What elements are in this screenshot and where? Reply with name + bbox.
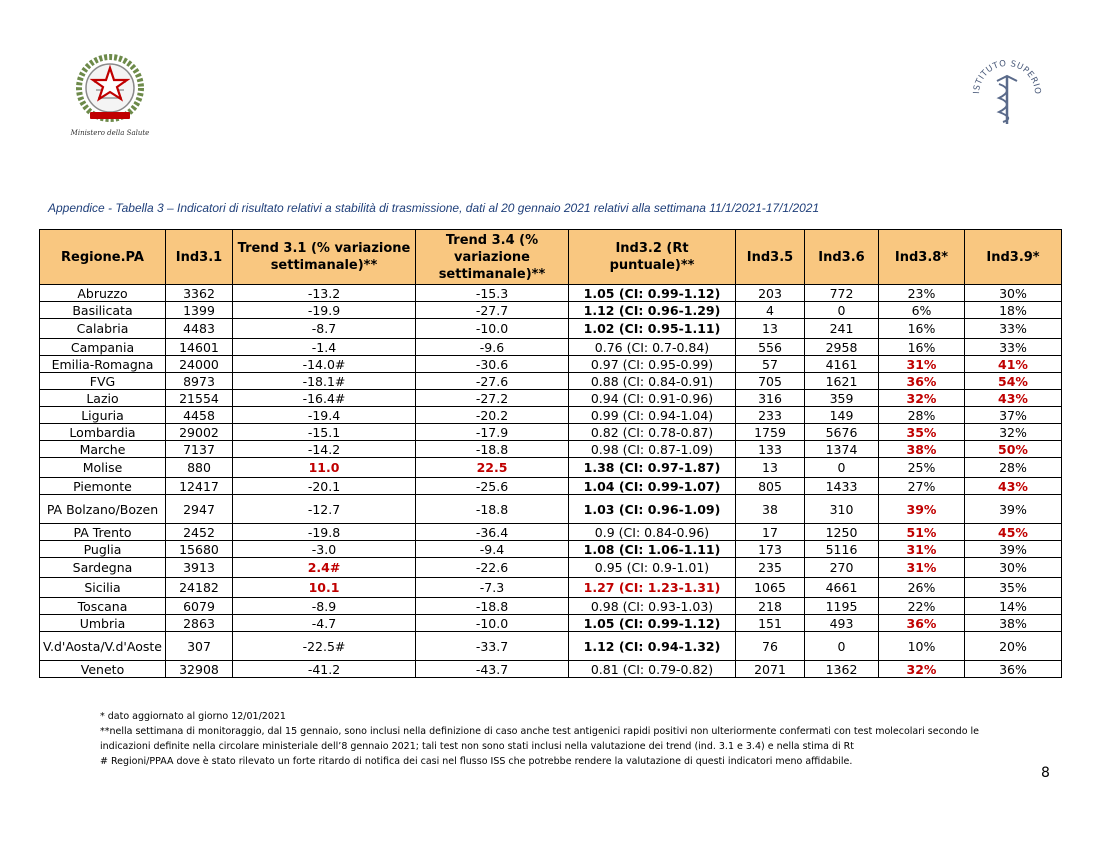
cell-ind3-9: 36% [965, 661, 1062, 678]
cell-ind3-2: 0.98 (CI: 0.93-1.03) [569, 598, 736, 615]
cell-trend3-4: -20.2 [416, 407, 569, 424]
cell-regione: Puglia [40, 541, 166, 558]
cell-ind3-5: 556 [736, 339, 805, 356]
cell-ind3-6: 241 [805, 319, 879, 339]
cell-ind3-6: 1362 [805, 661, 879, 678]
cell-trend3-4: -9.6 [416, 339, 569, 356]
cell-trend3-4: -18.8 [416, 441, 569, 458]
cell-trend3-4: -9.4 [416, 541, 569, 558]
cell-ind3-5: 705 [736, 373, 805, 390]
cell-ind3-8: 31% [879, 356, 965, 373]
cell-regione: Liguria [40, 407, 166, 424]
cell-ind3-8: 38% [879, 441, 965, 458]
cell-ind3-6: 1433 [805, 478, 879, 495]
cell-trend3-4: -27.7 [416, 302, 569, 319]
col-header-ind3-2: Ind3.2 (Rt puntuale)** [569, 230, 736, 285]
cell-ind3-1: 29002 [166, 424, 233, 441]
cell-ind3-2: 1.04 (CI: 0.99-1.07) [569, 478, 736, 495]
col-header-regione: Regione.PA [40, 230, 166, 285]
footnote-hash: # Regioni/PPAA dove è stato rilevato un forte ritardo di notifica dei casi nel flusso ISS che potrebbe rendere la valutazione di questi indicatori meno affidabile. [100, 756, 853, 767]
cell-ind3-9: 45% [965, 524, 1062, 541]
cell-ind3-8: 32% [879, 390, 965, 407]
cell-ind3-5: 38 [736, 495, 805, 524]
cell-trend3-1: -19.9 [233, 302, 416, 319]
cell-ind3-1: 2863 [166, 615, 233, 632]
cell-ind3-5: 151 [736, 615, 805, 632]
cell-ind3-5: 218 [736, 598, 805, 615]
cell-ind3-6: 5116 [805, 541, 879, 558]
cell-trend3-4: -15.3 [416, 285, 569, 302]
cell-trend3-4: -22.6 [416, 558, 569, 578]
cell-regione: Piemonte [40, 478, 166, 495]
cell-trend3-1: -19.8 [233, 524, 416, 541]
cell-regione: Molise [40, 458, 166, 478]
cell-regione: Campania [40, 339, 166, 356]
cell-ind3-8: 31% [879, 558, 965, 578]
cell-trend3-1: -14.2 [233, 441, 416, 458]
cell-trend3-1: -3.0 [233, 541, 416, 558]
cell-ind3-1: 3913 [166, 558, 233, 578]
cell-regione: Sardegna [40, 558, 166, 578]
cell-ind3-6: 493 [805, 615, 879, 632]
table-row [40, 302, 1062, 319]
cell-ind3-1: 32908 [166, 661, 233, 678]
cell-regione: PA Trento [40, 524, 166, 541]
cell-regione: Marche [40, 441, 166, 458]
cell-ind3-8: 22% [879, 598, 965, 615]
cell-ind3-8: 25% [879, 458, 965, 478]
table-row [40, 632, 1062, 661]
cell-ind3-2: 0.88 (CI: 0.84-0.91) [569, 373, 736, 390]
cell-trend3-1: -22.5# [233, 632, 416, 661]
cell-trend3-4: -25.6 [416, 478, 569, 495]
cell-ind3-9: 38% [965, 615, 1062, 632]
cell-ind3-2: 0.9 (CI: 0.84-0.96) [569, 524, 736, 541]
cell-ind3-5: 235 [736, 558, 805, 578]
cell-trend3-1: -16.4# [233, 390, 416, 407]
cell-ind3-6: 1195 [805, 598, 879, 615]
cell-ind3-9: 41% [965, 356, 1062, 373]
cell-ind3-5: 57 [736, 356, 805, 373]
cell-ind3-8: 35% [879, 424, 965, 441]
cell-trend3-1: -20.1 [233, 478, 416, 495]
cell-ind3-2: 0.97 (CI: 0.95-0.99) [569, 356, 736, 373]
cell-ind3-1: 12417 [166, 478, 233, 495]
cell-regione: Sicilia [40, 578, 166, 598]
cell-trend3-4: -30.6 [416, 356, 569, 373]
table-row [40, 390, 1062, 407]
table-row [40, 541, 1062, 558]
cell-ind3-9: 33% [965, 319, 1062, 339]
cell-ind3-1: 14601 [166, 339, 233, 356]
cell-ind3-6: 359 [805, 390, 879, 407]
cell-regione: Umbria [40, 615, 166, 632]
cell-trend3-4: -33.7 [416, 632, 569, 661]
cell-trend3-1: -1.4 [233, 339, 416, 356]
ministero-caption: Ministero della Salute [70, 129, 150, 137]
cell-trend3-1: -15.1 [233, 424, 416, 441]
table-row [40, 441, 1062, 458]
cell-ind3-8: 27% [879, 478, 965, 495]
table-row [40, 424, 1062, 441]
cell-ind3-9: 30% [965, 285, 1062, 302]
cell-trend3-1: 2.4# [233, 558, 416, 578]
cell-ind3-1: 21554 [166, 390, 233, 407]
cell-ind3-2: 1.12 (CI: 0.94-1.32) [569, 632, 736, 661]
col-header-ind3-5: Ind3.5 [736, 230, 805, 285]
cell-ind3-6: 0 [805, 302, 879, 319]
cell-ind3-1: 2947 [166, 495, 233, 524]
cell-ind3-5: 76 [736, 632, 805, 661]
cell-ind3-2: 1.08 (CI: 1.06-1.11) [569, 541, 736, 558]
cell-ind3-5: 13 [736, 458, 805, 478]
table-row [40, 558, 1062, 578]
cell-ind3-9: 37% [965, 407, 1062, 424]
cell-ind3-6: 772 [805, 285, 879, 302]
cell-ind3-2: 0.99 (CI: 0.94-1.04) [569, 407, 736, 424]
table-row [40, 458, 1062, 478]
cell-ind3-6: 0 [805, 458, 879, 478]
col-header-trend3-1: Trend 3.1 (% variazione settimanale)** [233, 230, 416, 285]
table-caption: Appendice - Tabella 3 – Indicatori di risultato relativi a stabilità di trasmissione, dati al 20 gennaio 2021 relativi alla settimana 11/1/2021-17/1/2021 [48, 201, 820, 215]
cell-ind3-5: 173 [736, 541, 805, 558]
cell-ind3-8: 10% [879, 632, 965, 661]
cell-ind3-6: 1374 [805, 441, 879, 458]
cell-ind3-6: 310 [805, 495, 879, 524]
cell-regione: PA Bolzano/Bozen [40, 495, 166, 524]
cell-ind3-8: 51% [879, 524, 965, 541]
table-row [40, 578, 1062, 598]
indicators-table [39, 229, 1062, 678]
cell-ind3-2: 1.27 (CI: 1.23-1.31) [569, 578, 736, 598]
cell-ind3-9: 39% [965, 541, 1062, 558]
cell-trend3-4: -43.7 [416, 661, 569, 678]
cell-trend3-1: -8.7 [233, 319, 416, 339]
col-header-ind3-1: Ind3.1 [166, 230, 233, 285]
cell-ind3-5: 4 [736, 302, 805, 319]
cell-ind3-8: 32% [879, 661, 965, 678]
table-row [40, 478, 1062, 495]
cell-ind3-8: 16% [879, 319, 965, 339]
cell-ind3-1: 8973 [166, 373, 233, 390]
cell-ind3-2: 1.02 (CI: 0.95-1.11) [569, 319, 736, 339]
cell-trend3-4: -18.8 [416, 495, 569, 524]
cell-ind3-9: 32% [965, 424, 1062, 441]
cell-trend3-4: -17.9 [416, 424, 569, 441]
cell-ind3-8: 26% [879, 578, 965, 598]
cell-ind3-2: 0.82 (CI: 0.78-0.87) [569, 424, 736, 441]
footnote-asterisk: * dato aggiornato al giorno 12/01/2021 [100, 711, 286, 722]
cell-ind3-5: 316 [736, 390, 805, 407]
cell-ind3-2: 0.95 (CI: 0.9-1.01) [569, 558, 736, 578]
table-row [40, 615, 1062, 632]
cell-trend3-4: -10.0 [416, 319, 569, 339]
cell-ind3-2: 1.05 (CI: 0.99-1.12) [569, 615, 736, 632]
cell-ind3-1: 15680 [166, 541, 233, 558]
cell-ind3-9: 20% [965, 632, 1062, 661]
cell-ind3-1: 24000 [166, 356, 233, 373]
cell-ind3-6: 1621 [805, 373, 879, 390]
iss-caduceus-icon [970, 54, 1044, 128]
cell-ind3-5: 1065 [736, 578, 805, 598]
cell-ind3-9: 33% [965, 339, 1062, 356]
cell-ind3-6: 149 [805, 407, 879, 424]
cell-ind3-6: 5676 [805, 424, 879, 441]
cell-regione: Abruzzo [40, 285, 166, 302]
cell-ind3-6: 0 [805, 632, 879, 661]
cell-ind3-5: 13 [736, 319, 805, 339]
cell-trend3-4: -36.4 [416, 524, 569, 541]
cell-trend3-4: 22.5 [416, 458, 569, 478]
iss-logo [970, 54, 1044, 132]
cell-trend3-4: -27.2 [416, 390, 569, 407]
cell-ind3-8: 28% [879, 407, 965, 424]
cell-ind3-5: 133 [736, 441, 805, 458]
table-row [40, 285, 1062, 302]
cell-ind3-5: 2071 [736, 661, 805, 678]
cell-regione: Toscana [40, 598, 166, 615]
cell-ind3-9: 30% [965, 558, 1062, 578]
cell-ind3-9: 35% [965, 578, 1062, 598]
cell-ind3-1: 24182 [166, 578, 233, 598]
table-row [40, 495, 1062, 524]
cell-ind3-1: 7137 [166, 441, 233, 458]
cell-ind3-1: 2452 [166, 524, 233, 541]
cell-trend3-4: -7.3 [416, 578, 569, 598]
cell-ind3-9: 39% [965, 495, 1062, 524]
cell-trend3-1: 11.0 [233, 458, 416, 478]
cell-trend3-1: -14.0# [233, 356, 416, 373]
page-number: 8 [1041, 765, 1050, 781]
cell-ind3-2: 1.12 (CI: 0.96-1.29) [569, 302, 736, 319]
cell-trend3-1: -8.9 [233, 598, 416, 615]
cell-ind3-9: 18% [965, 302, 1062, 319]
cell-ind3-2: 1.03 (CI: 0.96-1.09) [569, 495, 736, 524]
table-row [40, 319, 1062, 339]
cell-ind3-8: 36% [879, 373, 965, 390]
iss-logo-text: ISTITUTO SUPERIO [971, 58, 1043, 96]
footnotes [100, 709, 1020, 769]
cell-ind3-1: 6079 [166, 598, 233, 615]
cell-ind3-9: 50% [965, 441, 1062, 458]
cell-trend3-1: 10.1 [233, 578, 416, 598]
col-header-ind3-9: Ind3.9* [965, 230, 1062, 285]
cell-ind3-1: 880 [166, 458, 233, 478]
cell-ind3-5: 17 [736, 524, 805, 541]
cell-ind3-9: 14% [965, 598, 1062, 615]
cell-regione: Lazio [40, 390, 166, 407]
cell-trend3-1: -41.2 [233, 661, 416, 678]
cell-ind3-2: 1.05 (CI: 0.99-1.12) [569, 285, 736, 302]
col-header-ind3-8: Ind3.8* [879, 230, 965, 285]
table-header-row [40, 230, 1062, 285]
footnote-double-asterisk: **nella settimana di monitoraggio, dal 15 gennaio, sono inclusi nella definizione di caso anche test antigenici rapidi positivi non ulteriormente confermati con test molecolari secondo le indicazioni definite nella circolare ministeriale dell’8 gennaio 2021; tali test non sono stati inclusi nella valutazione dei trend (ind. 3.1 e 3.4) e nella stima di Rt [100, 726, 980, 752]
table-body [40, 285, 1062, 678]
cell-trend3-4: -10.0 [416, 615, 569, 632]
cell-ind3-6: 4161 [805, 356, 879, 373]
cell-regione: V.d'Aosta/V.d'Aoste [40, 632, 166, 661]
cell-ind3-9: 43% [965, 390, 1062, 407]
cell-ind3-2: 1.38 (CI: 0.97-1.87) [569, 458, 736, 478]
cell-ind3-9: 43% [965, 478, 1062, 495]
cell-ind3-8: 6% [879, 302, 965, 319]
cell-ind3-5: 1759 [736, 424, 805, 441]
cell-trend3-4: -27.6 [416, 373, 569, 390]
table-row [40, 339, 1062, 356]
cell-ind3-6: 4661 [805, 578, 879, 598]
cell-trend3-1: -18.1# [233, 373, 416, 390]
table-row [40, 598, 1062, 615]
cell-ind3-1: 3362 [166, 285, 233, 302]
cell-regione: FVG [40, 373, 166, 390]
cell-ind3-8: 31% [879, 541, 965, 558]
cell-ind3-8: 39% [879, 495, 965, 524]
cell-ind3-5: 233 [736, 407, 805, 424]
cell-ind3-1: 4458 [166, 407, 233, 424]
cell-regione: Calabria [40, 319, 166, 339]
cell-regione: Basilicata [40, 302, 166, 319]
ministero-logo [62, 52, 158, 144]
cell-ind3-2: 0.98 (CI: 0.87-1.09) [569, 441, 736, 458]
col-header-trend3-4: Trend 3.4 (% variazione settimanale)** [416, 230, 569, 285]
cell-ind3-1: 1399 [166, 302, 233, 319]
cell-ind3-5: 203 [736, 285, 805, 302]
cell-regione: Lombardia [40, 424, 166, 441]
cell-ind3-2: 0.76 (CI: 0.7-0.84) [569, 339, 736, 356]
cell-ind3-6: 1250 [805, 524, 879, 541]
table-row [40, 407, 1062, 424]
cell-ind3-8: 16% [879, 339, 965, 356]
cell-ind3-6: 2958 [805, 339, 879, 356]
table-row [40, 524, 1062, 541]
cell-ind3-5: 805 [736, 478, 805, 495]
cell-trend3-1: -19.4 [233, 407, 416, 424]
cell-ind3-1: 307 [166, 632, 233, 661]
italian-emblem-icon [72, 52, 148, 126]
table-row [40, 356, 1062, 373]
cell-ind3-9: 54% [965, 373, 1062, 390]
cell-trend3-1: -4.7 [233, 615, 416, 632]
cell-ind3-2: 0.94 (CI: 0.91-0.96) [569, 390, 736, 407]
col-header-ind3-6: Ind3.6 [805, 230, 879, 285]
cell-ind3-6: 270 [805, 558, 879, 578]
cell-ind3-8: 23% [879, 285, 965, 302]
cell-regione: Veneto [40, 661, 166, 678]
cell-ind3-8: 36% [879, 615, 965, 632]
table-row [40, 661, 1062, 678]
cell-trend3-1: -12.7 [233, 495, 416, 524]
cell-ind3-9: 28% [965, 458, 1062, 478]
cell-ind3-1: 4483 [166, 319, 233, 339]
cell-trend3-1: -13.2 [233, 285, 416, 302]
cell-trend3-4: -18.8 [416, 598, 569, 615]
cell-ind3-2: 0.81 (CI: 0.79-0.82) [569, 661, 736, 678]
cell-regione: Emilia-Romagna [40, 356, 166, 373]
table-row [40, 373, 1062, 390]
